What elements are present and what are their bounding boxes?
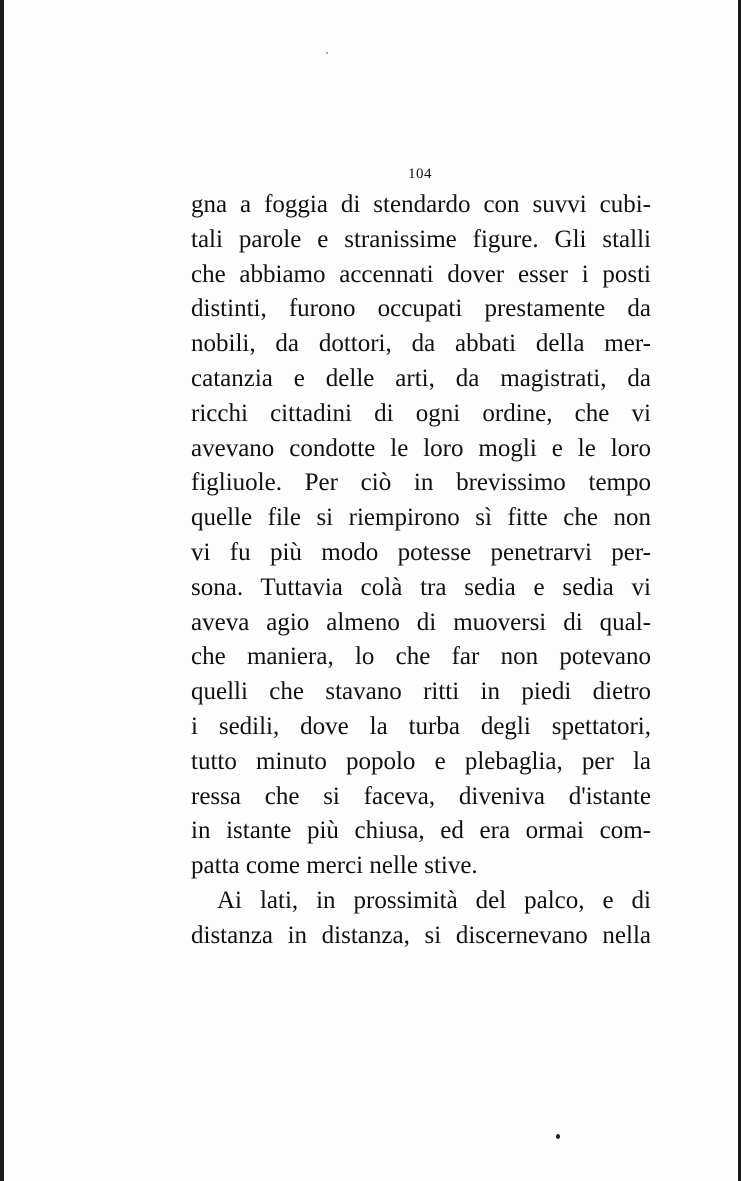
text-line: quelli che stavano ritti in piedi dietro	[191, 678, 651, 706]
page-number: 104	[408, 166, 432, 182]
text-line: gna a foggia di stendardo con suvvi cubi-	[191, 191, 651, 218]
page-edge-left	[0, 0, 4, 1181]
ink-speck	[326, 52, 328, 54]
text-line: aveva agio almeno di muoversi di qual-	[191, 608, 651, 636]
text-line: tali parole e stranissime figure. Gli stalli	[191, 225, 651, 253]
paragraph	[191, 884, 651, 954]
text-line: che maniera, lo che far non potevano	[191, 643, 651, 671]
text-line: Ai lati, in prossimità del palco, e di	[217, 886, 651, 914]
text-line: patta come merci nelle stive.	[191, 852, 478, 880]
text-line: sona. Tuttavia colà tra sedia e sedia vi	[191, 573, 651, 601]
text-line: i sedili, dove la turba degli spettatori,	[191, 712, 651, 740]
text-line: ricchi cittadini di ogni ordine, che vi	[191, 399, 651, 427]
text-line: figliuole. Per ciò in brevissimo tempo	[191, 469, 651, 497]
text-line: distanza in distanza, si discernevano nella	[191, 921, 651, 949]
ink-speck	[556, 1134, 560, 1139]
text-line: in istante più chiusa, ed era ormai com-	[191, 817, 651, 845]
text-line: distinti, furono occupati prestamente da	[191, 295, 651, 323]
text-line: quelle file si riempirono sì fitte che non	[191, 504, 651, 532]
body-text	[191, 188, 651, 954]
text-line: tutto minuto popolo e plebaglia, per la	[191, 747, 651, 775]
text-line: vi fu più modo potesse penetrarvi per-	[191, 538, 651, 566]
text-line: che abbiamo accennati dover esser i posti	[191, 260, 651, 288]
text-line: nobili, da dottori, da abbati della mer-	[191, 330, 651, 358]
text-line: ressa che si faceva, diveniva d'istante	[191, 782, 651, 810]
text-line: avevano condotte le loro mogli e le loro	[191, 434, 651, 462]
paragraph	[191, 188, 651, 884]
text-line: catanzia e delle arti, da magistrati, da	[191, 364, 651, 392]
